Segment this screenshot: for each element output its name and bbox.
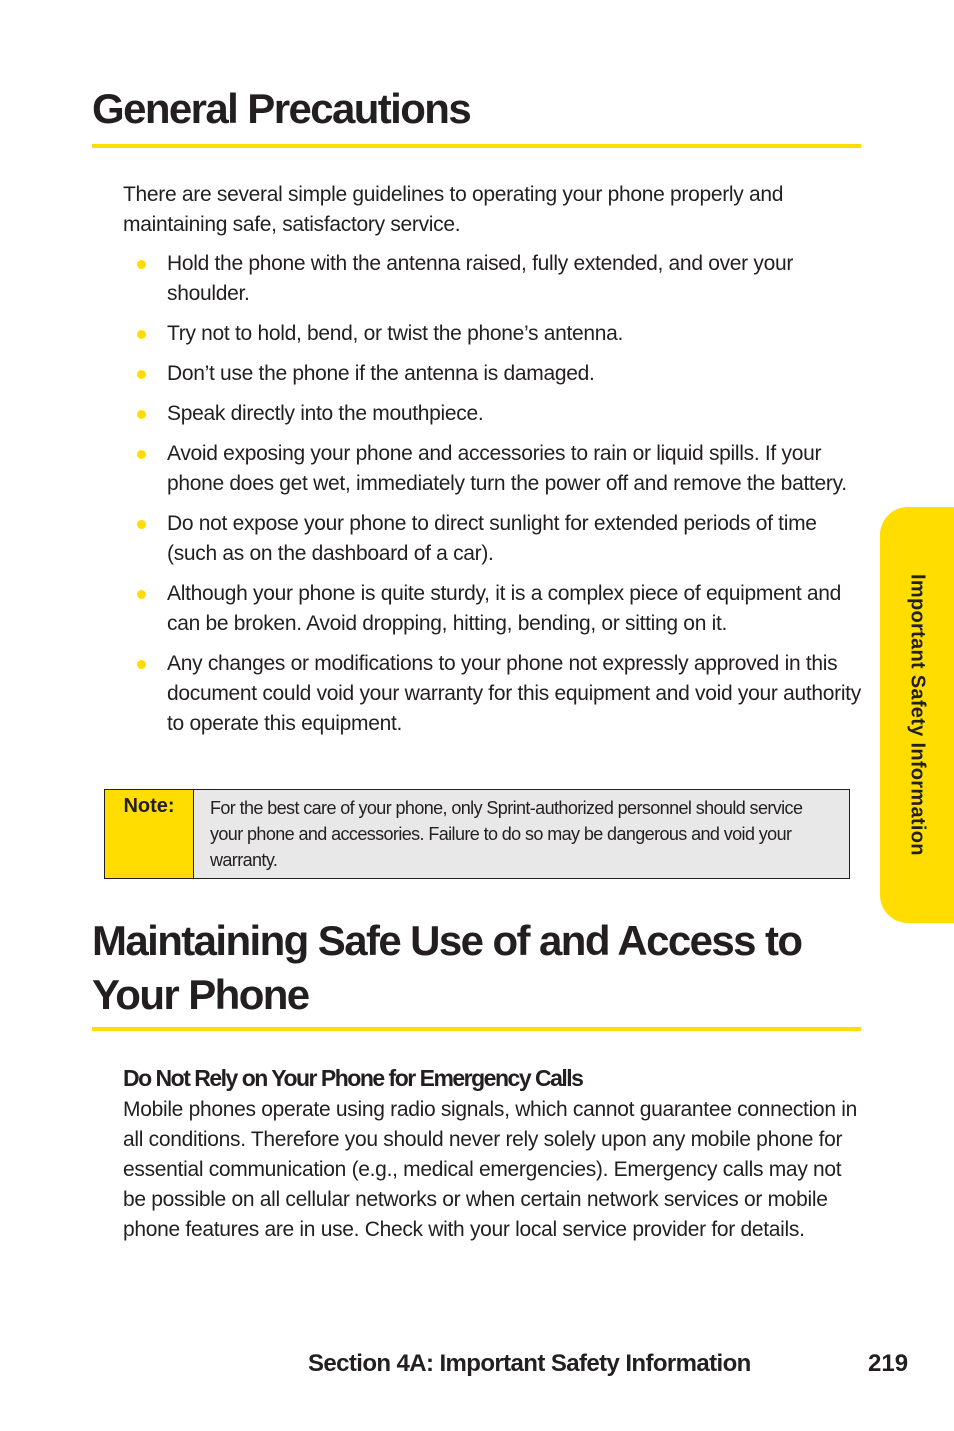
section-title-general-precautions: General Precautions bbox=[92, 85, 471, 132]
note-box bbox=[104, 789, 850, 879]
list-item bbox=[123, 439, 863, 499]
bullet-icon bbox=[137, 330, 146, 339]
yellow-divider bbox=[92, 144, 861, 148]
bullet-icon bbox=[137, 590, 146, 599]
bullet-icon bbox=[137, 370, 146, 379]
subheading-emergency-calls: Do Not Rely on Your Phone for Emergency Calls bbox=[123, 1065, 583, 1091]
list-item bbox=[123, 399, 863, 429]
list-item-text: Speak directly into the mouthpiece. bbox=[167, 402, 484, 425]
list-item-text: Any changes or modifications to your phone not expressly approved in this document could void your warranty for this equipment and void your authority to operate this equipment. bbox=[167, 652, 861, 735]
intro-paragraph: There are several simple guidelines to operating your phone properly and maintaining safe, satisfactory service. bbox=[123, 183, 784, 236]
bullet-icon bbox=[137, 520, 146, 529]
footer-section-title: Section 4A: Important Safety Information bbox=[308, 1350, 751, 1377]
bullet-icon bbox=[137, 450, 146, 459]
side-tab bbox=[880, 507, 954, 923]
list-item-text: Don’t use the phone if the antenna is damaged. bbox=[167, 362, 595, 385]
list-item bbox=[123, 579, 863, 639]
note-label: Note: bbox=[105, 790, 194, 878]
list-item-text: Avoid exposing your phone and accessories to rain or liquid spills. If your phone does get wet, immediately turn the power off and remove the battery. bbox=[167, 442, 847, 495]
section-title-safe-use: Maintaining Safe Use of and Access to Your Phone bbox=[92, 917, 802, 1018]
precautions-list bbox=[123, 249, 863, 749]
note-text: For the best care of your phone, only Sprint-authorized personnel should service your phone and accessories. Failure to do so may be dangerous and void your warranty. bbox=[194, 790, 849, 878]
list-item-text: Do not expose your phone to direct sunlight for extended periods of time (such as on the dashboard of a car). bbox=[167, 512, 817, 565]
list-item-text: Hold the phone with the antenna raised, fully extended, and over your shoulder. bbox=[167, 252, 794, 305]
yellow-divider bbox=[92, 1027, 861, 1031]
bullet-icon bbox=[137, 660, 146, 669]
list-item-text: Although your phone is quite sturdy, it is a complex piece of equipment and can be broken. Avoid dropping, hitting, bending, or sitting on it. bbox=[167, 582, 842, 635]
bullet-icon bbox=[137, 410, 146, 419]
list-item bbox=[123, 319, 863, 349]
list-item bbox=[123, 509, 863, 569]
emergency-paragraph: Mobile phones operate using radio signals, which cannot guarantee connection in all conditions. Therefore you should never rely solely upon any mobile phone for essential communication (e.g., medical emergencies). Emergency calls may not be possible on all cellular networks or when certain network services or mobile phone features are in use. Check with your local service provider for details. bbox=[123, 1098, 857, 1241]
list-item-text: Try not to hold, bend, or twist the phone’s antenna. bbox=[167, 322, 624, 345]
bullet-icon bbox=[137, 260, 146, 269]
list-item bbox=[123, 359, 863, 389]
list-item bbox=[123, 249, 863, 309]
list-item bbox=[123, 649, 863, 739]
side-tab-label: Important Safety Information bbox=[906, 574, 929, 856]
page-number: 219 bbox=[868, 1350, 909, 1377]
